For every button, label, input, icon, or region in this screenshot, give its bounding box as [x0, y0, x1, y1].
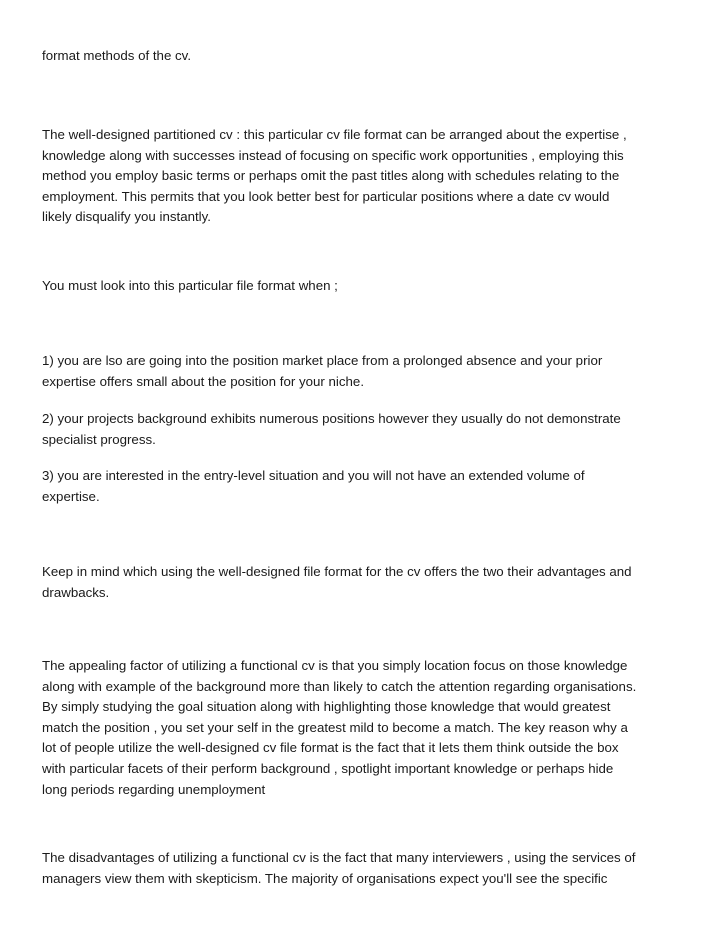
text-line: You must look into this particular file format when ;	[42, 278, 338, 293]
text-line: lot of people utilize the well-designed cv file format is the fact that it lets them think outside the box	[42, 740, 619, 756]
list-item-2	[42, 409, 621, 450]
text-line: expertise offers small about the position for your niche.	[42, 373, 365, 389]
text-line: By simply studying the goal situation along with highlighting those knowledge that would greatest	[42, 699, 611, 715]
text-line: 2) your projects background exhibits numerous positions however they usually do not demonstrate	[42, 411, 621, 426]
text-line: long periods regarding unemployment	[42, 781, 266, 797]
text-line: method you employ basic terms or perhaps omit the past titles along with schedules relating to the	[42, 168, 620, 184]
text-line: employment. This permits that you look better best for particular positions where a date cv would	[42, 188, 610, 204]
text-line: Keep in mind which using the well-designed file format for the cv offers the two their advantages and	[42, 564, 632, 579]
paragraph-disadvantages	[42, 848, 636, 889]
text-line: The appealing factor of utilizing a functional cv is that you simply location focus on those knowledge	[42, 658, 628, 673]
text-line: 3) you are interested in the entry-level situation and you will not have an extended volume of	[42, 468, 585, 483]
list-item-1	[42, 351, 602, 392]
paragraph-appealing-factor	[42, 656, 636, 800]
text-line: format methods of the cv.	[42, 48, 192, 63]
text-line: expertise.	[42, 488, 100, 504]
text-line: 1) you are lso are going into the position market place from a prolonged absence and your prior	[42, 353, 603, 368]
text-line: likely disqualify you instantly.	[42, 209, 211, 225]
list-item-3	[42, 466, 585, 507]
text-line: The disadvantages of utilizing a functional cv is the fact that many interviewers , using the services of	[42, 850, 636, 865]
paragraph-intro-fragment	[42, 46, 191, 67]
text-line: drawbacks.	[42, 584, 110, 600]
text-line: with particular facets of their perform background , spotlight important knowledge or perhaps hide	[42, 760, 614, 776]
paragraph-functional-cv-definition	[42, 125, 627, 228]
paragraph-advantages-drawbacks	[42, 562, 632, 603]
text-line: specialist progress.	[42, 431, 156, 447]
paragraph-when-to-use	[42, 276, 338, 297]
text-line: The well-designed partitioned cv : this particular cv file format can be arranged about the expertise ,	[42, 127, 627, 142]
text-line: along with example of the background more than likely to catch the attention regarding organisations.	[42, 678, 637, 694]
text-line: match the position , you set your self in the greatest mild to become a match. The key reason why a	[42, 719, 628, 735]
text-line: knowledge along with successes instead of focusing on specific work opportunities , employing this	[42, 147, 624, 163]
text-line: managers view them with skepticism. The majority of organisations expect you'll see the specific	[42, 870, 608, 886]
